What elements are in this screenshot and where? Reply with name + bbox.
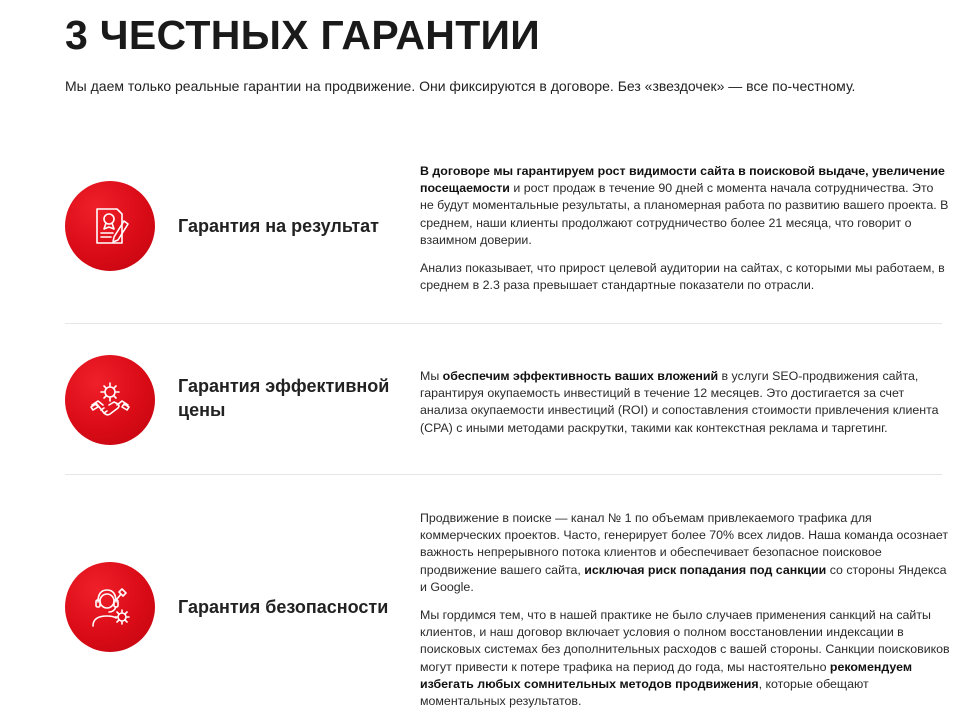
guarantee-title: Гарантия безопасности (178, 597, 389, 617)
guarantee-paragraph: В договоре мы гарантируем рост видимости сайта в поисковой выдаче, увеличение посещаемости и рост продаж в течение 90 дней с момента начала сотрудничества. Это не будут моментальные результаты, а планомерная работа по развитию вашего проекта. В среднем, наши клиенты продолжают сотрудничество более 21 месяца, что говорит о взаимном доверии. (420, 164, 949, 247)
guarantee-title: Гарантия эффективной цены (178, 376, 390, 420)
guarantee-paragraph: Мы обеспечим эффективность ваших вложений в услуги SEO-продвижения сайта, гарантируя окупаемость инвестиций в течение 12 месяцев. Это достигается за счет анализа окупаемости инвестиций (ROI) и сопоставления стоимости привлечения клиента (CPA) с иными методами раскрутки, такими как контекстная реклама и таргетинг. (420, 369, 939, 435)
guarantee-paragraph: Анализ показывает, что прирост целевой аудитории на сайтах, с которыми мы работаем, в среднем в 2.3 раза превышает стандартные показатели по отрасли. (420, 261, 945, 293)
document-certificate-icon (65, 181, 155, 271)
page-title: 3 ЧЕСТНЫХ ГАРАНТИИ (65, 12, 541, 58)
guarantee-result (65, 150, 949, 320)
guarantee-title: Гарантия на результат (178, 216, 379, 236)
page-subtitle: Мы даем только реальные гарантии на продвижение. Они фиксируются в договоре. Без «звездочек» — все по-честному. (65, 78, 856, 94)
guarantee-description (420, 368, 950, 448)
support-operator-icon (65, 562, 155, 652)
guarantee-price (65, 324, 942, 474)
handshake-gear-icon (65, 355, 155, 445)
guarantee-safety (65, 475, 950, 722)
guarantee-paragraph: Мы гордимся тем, что в нашей практике не было случаев применения санкций на сайты клиентов, и наш договор включает условия о полном восстановлении индексации в поисковых системах без дополнительных расходов с вашей стороны. Санкции поисковиков могут привести к потере трафика на период до года, мы настоятельно рекомендуем избегать любых сомнительных методов продвижения, которые обещают моментальных результатов. (420, 608, 950, 709)
guarantee-description (420, 510, 950, 721)
guarantee-paragraph: Продвижение в поиске — канал № 1 по объемам привлекаемого трафика для коммерческих проектов. Часто, генерирует более 70% всех лидов. Наша команда осознает важность непрерывного потока клиентов и обеспечивает безопасное поисковое продвижение вашего сайта, исключая риск попадания под санкции со стороны Яндекса и Google. (420, 511, 949, 594)
guarantee-description (420, 163, 950, 305)
